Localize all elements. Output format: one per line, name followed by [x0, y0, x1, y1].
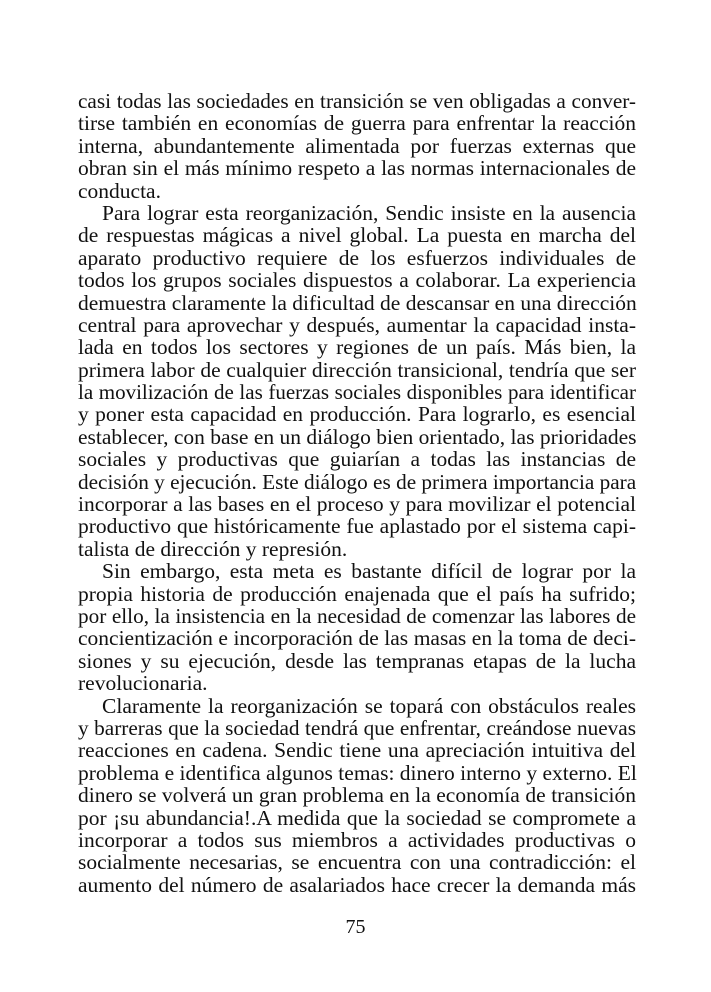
- text-line: y barreras que la sociedad tendrá que enfrentar, creándose nuevas: [78, 715, 636, 740]
- text-line: por ello, la insistencia en la necesidad de comenzar las labores de: [78, 603, 636, 628]
- text-line: todos los grupos sociales dispuestos a colaborar. La experiencia: [78, 268, 636, 293]
- text-line: concientización e incorporación de las masas en la toma de deci-: [78, 626, 636, 651]
- text-line: sociales y productivas que guiarían a todas las instancias de: [78, 447, 636, 472]
- text-line: la movilización de las fuerzas sociales disponibles para identificar: [78, 380, 636, 405]
- text-line: siones y su ejecución, desde las tempranas etapas de la lucha: [78, 648, 636, 673]
- text-line: y poner esta capacidad en producción. Para lograrlo, es esencial: [78, 402, 636, 427]
- text-line: reacciones en cadena. Sendic tiene una apreciación intuitiva del: [78, 738, 636, 763]
- text-line: conducta.: [78, 178, 161, 203]
- text-line: productivo que históricamente fue aplastado por el sistema capi-: [78, 514, 636, 539]
- text-line: central para aprovechar y después, aumentar la capacidad insta-: [78, 312, 636, 337]
- text-line: demuestra claramente la dificultad de descansar en una dirección: [78, 290, 637, 315]
- paragraph-first-line: Para lograr esta reorganización, Sendic insiste en la ausencia: [102, 200, 636, 225]
- text-line: socialmente necesarias, se encuentra con una contradicción: el: [78, 850, 636, 875]
- text-line: establecer, con base en un diálogo bien orientado, las prioridades: [78, 424, 637, 449]
- text-line: incorporar a todos sus miembros a actividades productivas o: [78, 827, 636, 852]
- text-line: de respuestas mágicas a nivel global. La puesta en marcha del: [78, 223, 636, 248]
- text-line: lada en todos los sectores y regiones de un país. Más bien, la: [78, 335, 636, 360]
- text-line: aumento del número de asalariados hace crecer la demanda más: [78, 872, 636, 897]
- text-line: problema e identifica algunos temas: dinero interno y externo. El: [78, 760, 637, 785]
- text-line: talista de dirección y represión.: [78, 536, 348, 561]
- body-text: [78, 90, 636, 896]
- text-line: obran sin el más mínimo respeto a las normas internacionales de: [78, 156, 636, 181]
- text-line: propia historia de producción enajenada que el país ha sufrido;: [78, 581, 636, 606]
- text-line: aparato productivo requiere de los esfuerzos individuales de: [78, 245, 636, 270]
- paragraph-first-line: Sin embargo, esta meta es bastante difícil de lograr por la: [102, 559, 636, 584]
- text-line: revolucionaria.: [78, 671, 208, 696]
- text-line: primera labor de cualquier dirección transicional, tendría que ser: [78, 357, 636, 382]
- paragraph-first-line: Claramente la reorganización se topará con obstáculos reales: [102, 693, 636, 718]
- page-number: 75: [345, 916, 366, 938]
- text-line: dinero se volverá un gran problema en la economía de transición: [78, 783, 636, 808]
- text-line: incorporar a las bases en el proceso y para movilizar el potencial: [78, 492, 636, 517]
- text-line: tirse también en economías de guerra para enfrentar la reacción: [78, 111, 636, 136]
- text-line: casi todas las sociedades en transición se ven obligadas a conver-: [78, 89, 636, 113]
- text-line: interna, abundantemente alimentada por fuerzas externas que: [78, 133, 636, 158]
- text-line: decisión y ejecución. Este diálogo es de primera importancia para: [78, 469, 637, 494]
- text-line: por ¡su abundancia!.A medida que la sociedad se compromete a: [78, 805, 636, 830]
